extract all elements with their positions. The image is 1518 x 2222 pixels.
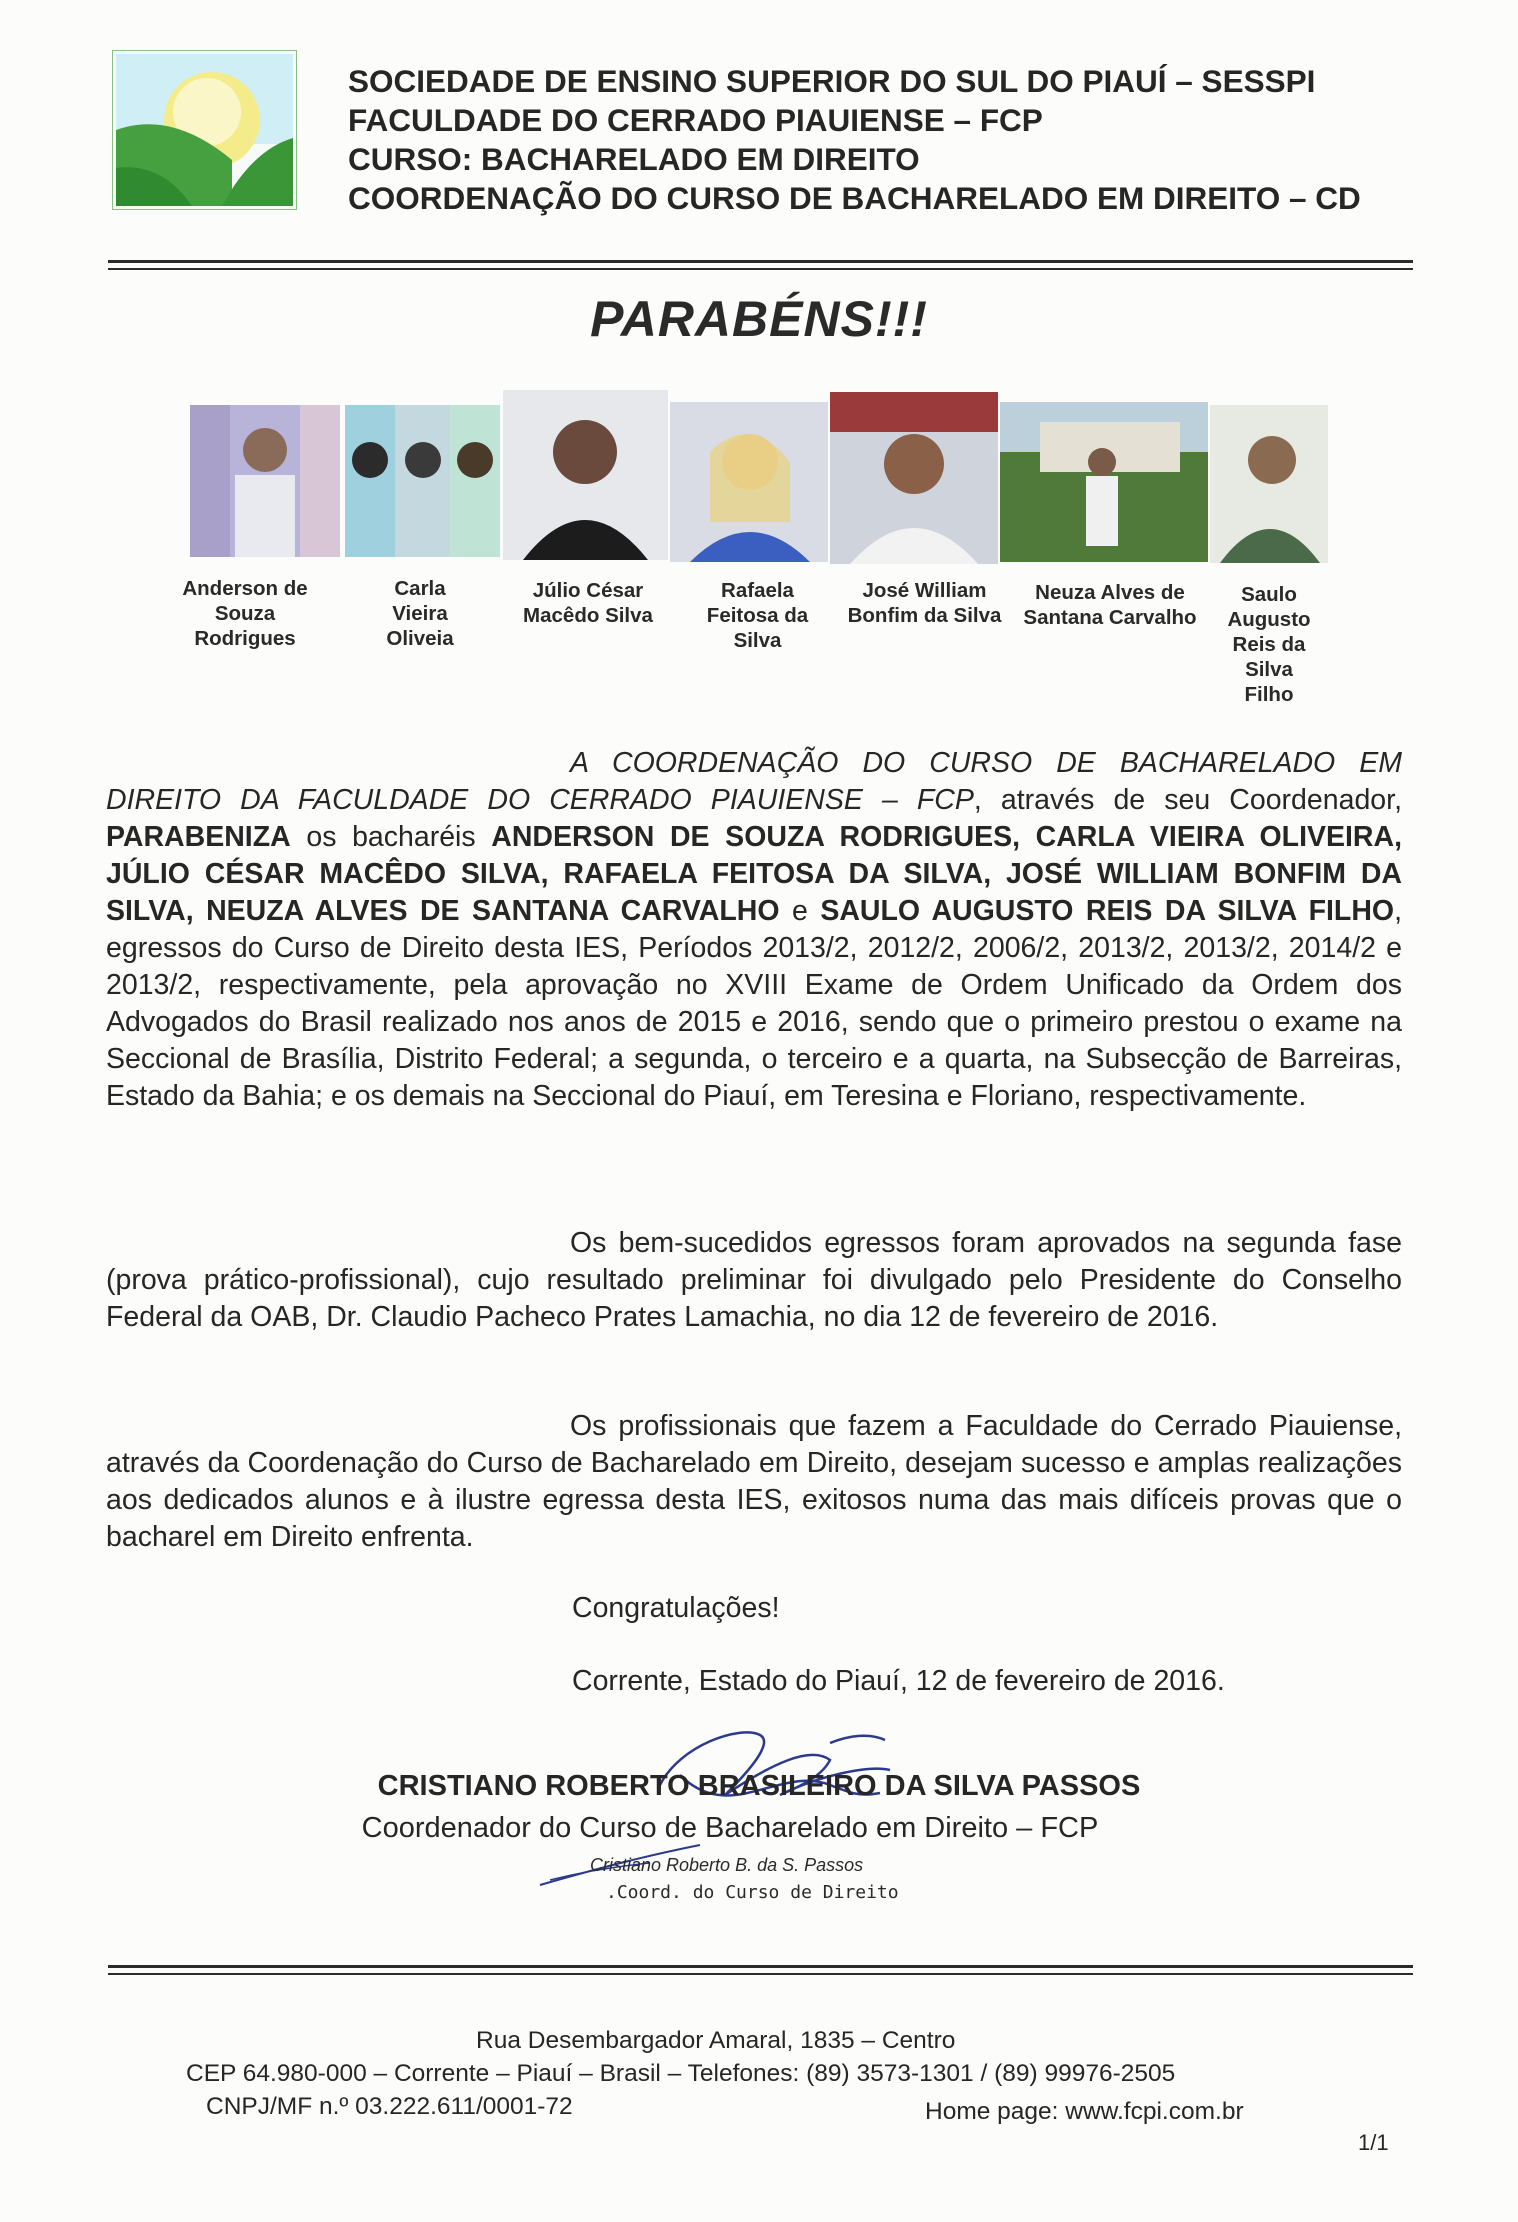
- graduate-name-4: Rafaela Feitosa da Silva: [706, 579, 809, 652]
- photo-carla: [345, 405, 500, 557]
- paragraph-3: [106, 1408, 1402, 1556]
- footer-contact: CEP 64.980-000 – Corrente – Piauí – Brasil – Telefones: (89) 3573-1301 / (89) 99976-2505: [186, 2060, 1176, 2087]
- paragraph-2-text: Os bem-sucedidos egressos foram aprovados na segunda fase (prova prático-profissional), cujo resultado preliminar foi divulgado pelo Presidente do Conselho Federal da OAB, Dr. Claudio Pacheco Prates Lamachia, no dia 12 de fevereiro de 2016.: [106, 1227, 1402, 1333]
- header-divider-top: [108, 260, 1413, 263]
- header-line-1: SOCIEDADE DE ENSINO SUPERIOR DO SUL DO PIAUÍ – SESSPI: [348, 63, 1316, 99]
- photo-neuza: [1000, 402, 1208, 562]
- institution-logo: [112, 50, 297, 210]
- footer-homepage: Home page: www.fcpi.com.br: [925, 2098, 1244, 2125]
- header-block: [348, 62, 1468, 218]
- header-line-3: CURSO: BACHARELADO EM DIREITO: [348, 141, 920, 177]
- signer-role: Coordenador do Curso de Bacharelado em Direito – FCP: [361, 1812, 1099, 1844]
- signer-name: CRISTIANO ROBERTO BRASILEIRO DA SILVA PASSOS: [377, 1770, 1141, 1802]
- header-divider-bottom: [108, 268, 1413, 270]
- photo-saulo: [1210, 405, 1328, 563]
- graduate-name-7: Saulo Augusto Reis da Silva Filho: [1227, 583, 1311, 706]
- header-line-4: COORDENAÇÃO DO CURSO DE BACHARELADO EM DIREITO – CD: [348, 180, 1361, 216]
- photo-anderson: [190, 405, 340, 557]
- paragraph-1-bold-c: SAULO AUGUSTO REIS DA SILVA FILHO: [820, 895, 1395, 927]
- graduate-name-2: Carla Vieira Oliveia: [386, 577, 454, 650]
- photo-jose: [830, 392, 998, 564]
- footer-cnpj: CNPJ/MF n.º 03.222.611/0001-72: [206, 2093, 573, 2120]
- photo-julio: [503, 390, 668, 560]
- paragraph-1-text-d: , egressos do Curso de Direito desta IES, Períodos 2013/2, 2012/2, 2006/2, 2013/2, 2013/2, 2014/2 e 2013/2, respectivamente, pela aprovação no XVIII Exame de Ordem Unificado da Ordem dos Advogados do Brasil realizado nos anos de 2015 e 2016, sendo que o primeiro prestou o exame na Seccional de Brasília, Distrito Federal; a segunda, o terceiro e a quarta, na Subsecção de Barreiras, Estado da Bahia; e os demais na Seccional do Piauí, em Teresina e Floriano, respectivamente.: [106, 895, 1402, 1112]
- stamp-name: Cristiano Roberto B. da S. Passos: [590, 1855, 864, 1875]
- paragraph-1-bold-b: ANDERSON DE SOUZA RODRIGUES, CARLA VIEIRA OLIVEIRA, JÚLIO CÉSAR MACÊDO SILVA, RAFAELA FEITOSA DA SILVA, JOSÉ WILLIAM BONFIM DA SILVA, NEUZA ALVES DE SANTANA CARVALHO: [106, 821, 1403, 927]
- paragraph-1-intro: A COORDENAÇÃO DO CURSO DE BACHARELADO EM DIREITO DA FACULDADE DO CERRADO PIAUIENSE – FCP: [106, 747, 1402, 816]
- footer-divider-top: [108, 1965, 1413, 1968]
- paragraph-1-text-a: , através de seu Coordenador,: [973, 784, 1402, 816]
- graduate-name-5: José William Bonfim da Silva: [847, 579, 1002, 627]
- closing-greeting: Congratulações!: [572, 1592, 780, 1624]
- footer-address: Rua Desembargador Amaral, 1835 – Centro: [476, 2027, 956, 2054]
- paragraph-1-text-c: e: [779, 895, 821, 927]
- paragraph-1-bold-a: PARABENIZA: [106, 821, 291, 853]
- paragraph-1-text-b: os bacharéis: [290, 821, 492, 853]
- place-date: Corrente, Estado do Piauí, 12 de fevereiro de 2016.: [572, 1665, 1225, 1697]
- page-number: 1/1: [1358, 2130, 1389, 2155]
- page-title: PARABÉNS!!!: [590, 291, 928, 347]
- paragraph-2: [106, 1225, 1402, 1336]
- paragraph-1: [106, 745, 1402, 1115]
- footer-divider-bottom: [108, 1973, 1413, 1975]
- graduate-name-1: Anderson de Souza Rodrigues: [182, 577, 308, 650]
- header-line-2: FACULDADE DO CERRADO PIAUIENSE – FCP: [348, 102, 1043, 138]
- photo-rafaela: [670, 402, 828, 562]
- graduate-name-6: Neuza Alves de Santana Carvalho: [1023, 581, 1197, 629]
- graduate-name-3: Júlio César Macêdo Silva: [523, 579, 653, 627]
- paragraph-3-text: Os profissionais que fazem a Faculdade do Cerrado Piauiense, através da Coordenação do Curso de Bacharelado em Direito, desejam sucesso e amplas realizações aos dedicados alunos e à ilustre egressa desta IES, exitosos numa das mais difíceis provas que o bacharel em Direito enfrenta.: [106, 1410, 1402, 1553]
- stamp-role: .Coord. do Curso de Direito: [606, 1882, 899, 1903]
